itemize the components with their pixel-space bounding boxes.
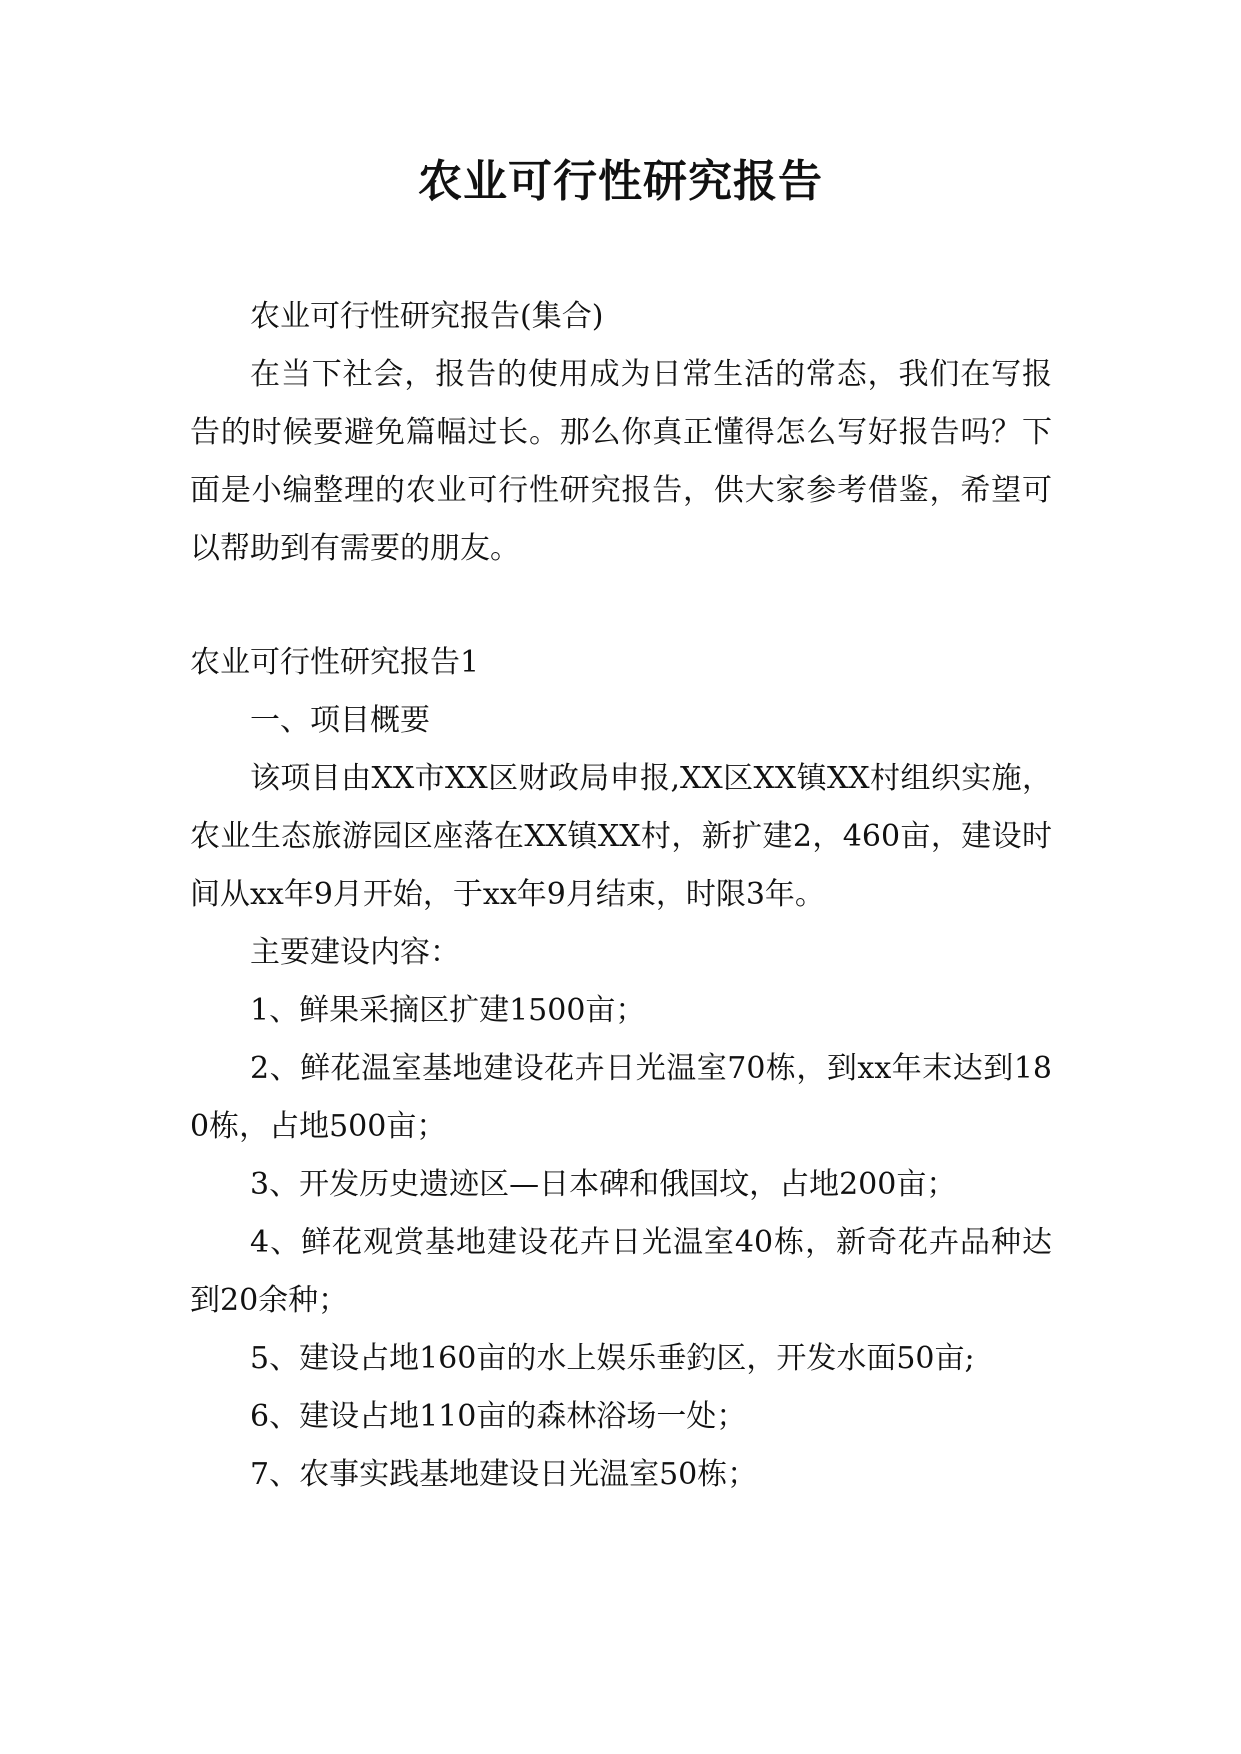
subsection-heading: 一、项目概要: [250, 703, 430, 738]
section-heading: 农业可行性研究报告1: [190, 645, 480, 680]
paragraph-intro: 在当下社会，报告的使用成为日常生活的常态，我们在写报告的时候要避免篇幅过长。那么你真正懂得怎么写好报告吗？下面是小编整理的农业可行性研究报告，供大家参考借鉴，希望可以帮助到有需要的朋友。: [190, 357, 1052, 566]
list-item: 6、建设占地110亩的森林浴场一处；: [250, 1399, 747, 1434]
list-item: 7、农事实践基地建设日光温室50栋；: [250, 1457, 758, 1492]
document-body: [190, 288, 1052, 1504]
paragraph-project-summary: 该项目由XX市XX区财政局申报,XX区XX镇XX村组织实施，农业生态旅游园区座落在XX镇XX村，新扩建2，460亩，建设时间从xx年9月开始，于xx年9月结束，时限3年。: [190, 761, 1052, 912]
list-item: 5、建设占地160亩的水上娱乐垂釣区，开发水面50亩;: [250, 1341, 975, 1376]
list-item: 3、开发历史遗迹区—日本碑和俄国坟，占地200亩；: [250, 1167, 957, 1202]
list-item: 1、鲜果采摘区扩建1500亩；: [250, 993, 646, 1028]
document-title: 农业可行性研究报告: [418, 156, 823, 207]
paragraph-main-content-label: 主要建设内容：: [250, 935, 460, 970]
paragraph-subtitle: 农业可行性研究报告(集合): [250, 299, 604, 334]
list-item: 4、鲜花观赏基地建设花卉日光温室40栋，新奇花卉品种达到20余种；: [190, 1225, 1052, 1318]
list-item: 2、鲜花温室基地建设花卉日光温室70栋，到xx年末达到180栋，占地500亩；: [190, 1051, 1052, 1144]
